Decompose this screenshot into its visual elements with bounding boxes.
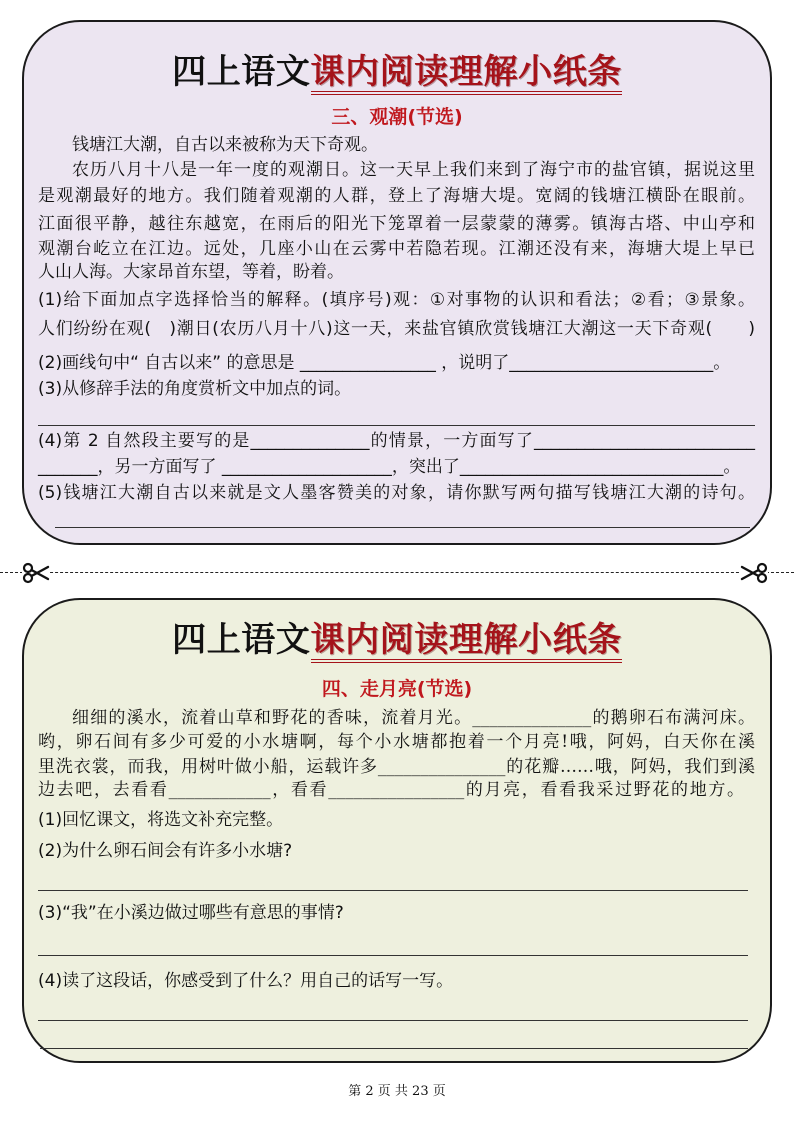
question-line: (4)读了这段话，你感受到了什么？用自己的话写一写。: [38, 971, 454, 991]
passage-line: 钱塘江大潮，自古以来被称为天下奇观。: [72, 135, 378, 155]
cut-line: [0, 572, 794, 573]
passage-line: 观潮台屹立在江边。远处，几座小山在云雾中若隐若现。江潮还没有来，海塘大堤上早已: [38, 239, 755, 259]
scissors-icon: [22, 562, 50, 584]
question-line: (4)第 2 自然段主要写的是______________的情景，一方面写了__________________________: [38, 431, 755, 451]
question-line: 人们纷纷在观( )潮日(农历八月十八)这一天，来盐官镇欣赏钱塘江大潮这一天下奇观( ): [38, 319, 755, 339]
passage-line: 人山人海。大家昂首东望，等着，盼着。: [38, 262, 344, 282]
scissors-icon: [740, 562, 768, 584]
passage-line: 是观潮最好的地方。我们随着观潮的人群，登上了海塘大堤。宽阔的钱塘江横卧在眼前。: [38, 186, 755, 206]
question-line: (1)给下面加点字选择恰当的解释。(填序号)观：①对事物的认识和看法；②看；③景象。: [38, 290, 755, 310]
answer-line: [38, 425, 755, 426]
title-black-part: 四上语文: [172, 52, 311, 92]
reading-card-zouyueliang: [22, 598, 772, 1063]
question-line: _______，另一方面写了 ____________________，突出了_______________________________。: [38, 457, 741, 477]
answer-line: [38, 955, 748, 956]
passage-line: 边去吧，去看看____________，看看________________的月亮，看看我采过野花的地方。: [38, 780, 744, 800]
answer-line: [38, 1020, 748, 1021]
passage-line: 农历八月十八是一年一度的观潮日。这一天早上我们来到了海宁市的盐官镇，据说这里: [72, 160, 755, 180]
title-red-part: 课内阅读理解小纸条: [311, 621, 622, 663]
passage-line: 哟，卵石间有多少可爱的小水塘啊，每个小水塘都抱着一个月亮!哦，阿妈，白天你在溪: [38, 732, 755, 752]
reading-card-guanchao: [22, 20, 772, 545]
passage-line: 细细的溪水，流着山草和野花的香味，流着月光。______________的鹅卵石布满河床。: [72, 708, 755, 728]
question-line: (3)从修辞手法的角度赏析文中加点的词。: [38, 379, 352, 399]
card-title: [24, 50, 770, 94]
question-line: (5)钱塘江大潮自古以来就是文人墨客赞美的对象，请你默写两句描写钱塘江大潮的诗句。: [38, 483, 755, 503]
section-subtitle: 四、走月亮(节选): [321, 678, 473, 700]
title-red-part: 课内阅读理解小纸条: [311, 53, 622, 95]
question-line: (1)回忆课文，将选文补充完整。: [38, 810, 284, 830]
page-number: 第 2 页 共 23 页: [348, 1084, 446, 1099]
answer-line: [40, 1048, 748, 1049]
question-line: (3)“我”在小溪边做过哪些有意思的事情?: [38, 903, 344, 923]
title-black-part: 四上语文: [172, 620, 311, 660]
answer-line: [55, 527, 750, 528]
passage-line: 江面很平静，越往东越宽，在雨后的阳光下笼罩着一层蒙蒙的薄雾。镇海古塔、中山亭和: [38, 214, 755, 234]
passage-line: 里洗衣裳，而我，用树叶做小船，运载许多_______________的花瓣……哦，阿妈，我们到溪: [38, 757, 755, 777]
question-line: (2)画线句中“ 自古以来” 的意思是 ________________ ，说明了________________________。: [38, 353, 731, 373]
card-title: [24, 618, 770, 662]
answer-line: [38, 890, 748, 891]
question-line: (2)为什么卵石间会有许多小水塘?: [38, 841, 293, 861]
section-subtitle: 三、观潮(节选): [331, 106, 463, 128]
